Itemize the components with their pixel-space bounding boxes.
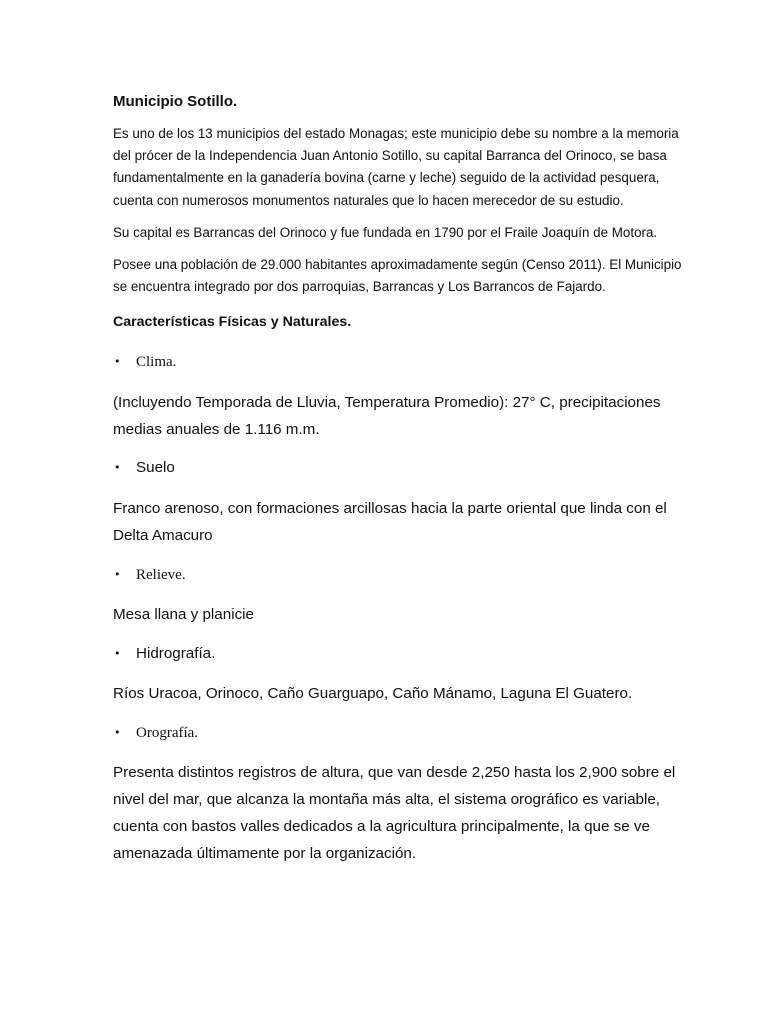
bullet-text-clima: (Incluyendo Temporada de Lluvia, Temperatura Promedio): 27° C, precipitaciones medias anuales de 1.116 m.m.	[113, 394, 661, 439]
bullet-text-orografia: Presenta distintos registros de altura, que van desde 2,250 hasta los 2,900 sobre el nivel del mar, que alcanza la montaña más alta, el sistema orográfico es variable, cuenta con bastos valles dedicados a la agricultura principalmente, la que se ve amenazada últimamente por la organización.	[113, 764, 676, 863]
intro-paragraph-1: Es uno de los 13 municipios del estado Monagas; este municipio debe su nombre a la memoria del prócer de la Independencia Juan Antonio Sotillo, su capital Barranca del Orinoco, se basa fundamentalmente en la ganadería bovina (carne y leche) seguido de la actividad pesquera, cuenta con numerosos monumentos naturales que lo hacen merecedor de su estudio.	[113, 126, 679, 208]
intro-paragraph-2: Su capital es Barrancas del Orinoco y fue fundada en 1790 por el Fraile Joaquín de Motora.	[113, 224, 658, 240]
bullet-dot-icon: •	[114, 726, 121, 740]
intro-paragraph-3: Posee una población de 29.000 habitantes aproximadamente según (Censo 2011). El Municipio se encuentra integrado por dos parroquias, Barrancas y Los Barrancos de Fajardo.	[113, 257, 682, 295]
bullet-item-relieve	[113, 563, 693, 587]
bullet-label: Hidrografía.	[136, 645, 216, 663]
section-title: Características Físicas y Naturales.	[113, 314, 352, 331]
bullet-text-suelo: Franco arenoso, con formaciones arcillosas hacia la parte oriental que linda con el Delta Amacuro	[113, 500, 667, 545]
bullet-dot-icon: •	[114, 647, 121, 661]
bullet-item-orografia	[113, 721, 693, 745]
bullet-text-relieve: Mesa llana y planicie	[113, 606, 254, 624]
bullet-dot-icon: •	[114, 461, 121, 475]
bullet-label: Suelo	[136, 459, 175, 477]
bullet-label: Relieve.	[136, 567, 186, 584]
bullet-label: Clima.	[136, 354, 177, 371]
bullet-item-suelo	[113, 456, 693, 480]
bullet-text-hidrografia: Ríos Uracoa, Orinoco, Caño Guarguapo, Caño Mánamo, Laguna El Guatero.	[113, 685, 633, 703]
document-page	[113, 92, 693, 867]
bullet-dot-icon: •	[114, 568, 121, 582]
bullet-dot-icon: •	[114, 355, 121, 369]
document-title: Municipio Sotillo.	[113, 93, 238, 110]
bullet-item-hidrografia	[113, 642, 693, 666]
bullet-item-clima	[113, 350, 693, 374]
bullet-label: Orografía.	[136, 725, 199, 742]
